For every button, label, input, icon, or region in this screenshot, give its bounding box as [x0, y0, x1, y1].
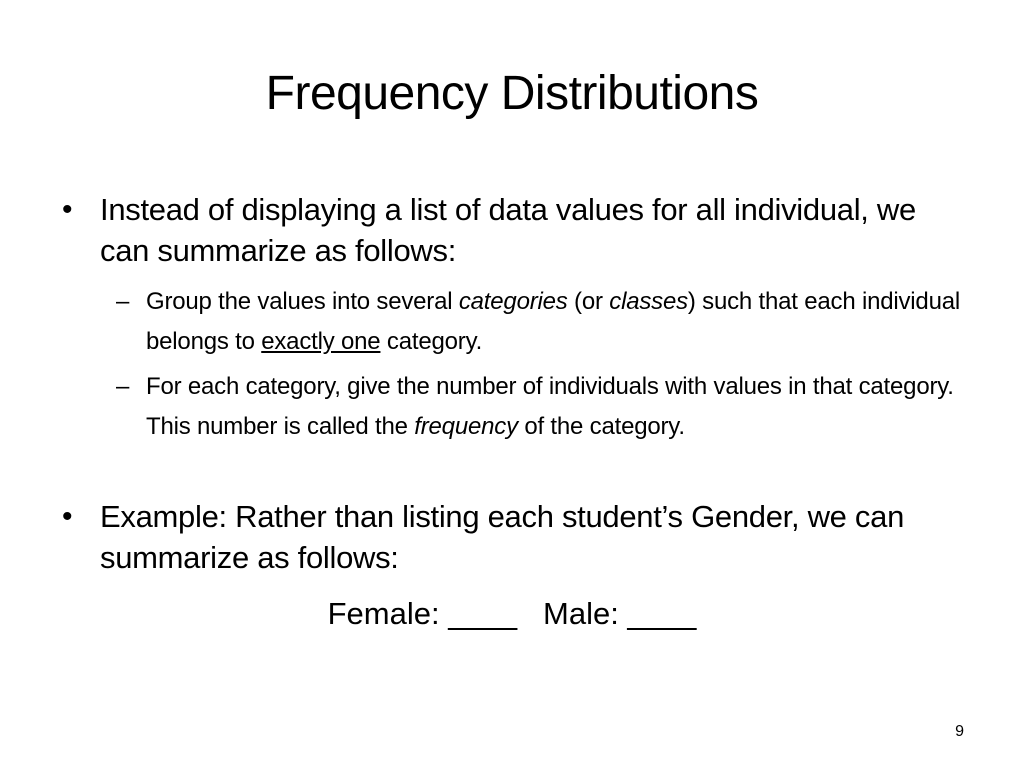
text-run: For each category, give the number of individuals with values in that category. This number is called the — [146, 373, 954, 440]
bullet-marker: • — [62, 193, 73, 226]
bullet-text-1: Instead of displaying a list of data values for all individual, we can summarize as follows: — [100, 192, 916, 268]
bullet-item-2 — [62, 496, 962, 578]
text-run: (or — [567, 288, 610, 315]
bullet-text-2: Example: Rather than listing each student’s Gender, we can summarize as follows: — [100, 499, 905, 575]
text-run: ) such that each individual belongs to — [146, 288, 961, 355]
page-number: 9 — [955, 723, 964, 740]
text-run: Group the values into several — [146, 288, 459, 315]
emphasis-frequency: frequency — [414, 413, 518, 440]
bullet-marker: • — [62, 500, 73, 533]
emphasis-classes: classes — [609, 288, 688, 315]
sub-bullet-item-1 — [116, 282, 966, 362]
sub-bullet-text-2 — [146, 367, 966, 447]
text-run: category. — [380, 328, 483, 355]
example-line: Female: ____ Male: ____ — [327, 596, 697, 631]
dash-marker: – — [116, 288, 130, 315]
emphasis-categories: categories — [458, 288, 568, 315]
bullet-item-1 — [62, 189, 962, 271]
underline-exactly-one: exactly one — [261, 328, 381, 355]
slide-title: Frequency Distributions — [265, 67, 759, 120]
sub-bullet-item-2 — [116, 367, 966, 447]
sub-bullet-text-1 — [146, 282, 966, 362]
dash-marker: – — [116, 373, 130, 400]
text-run: of the category. — [517, 413, 685, 440]
